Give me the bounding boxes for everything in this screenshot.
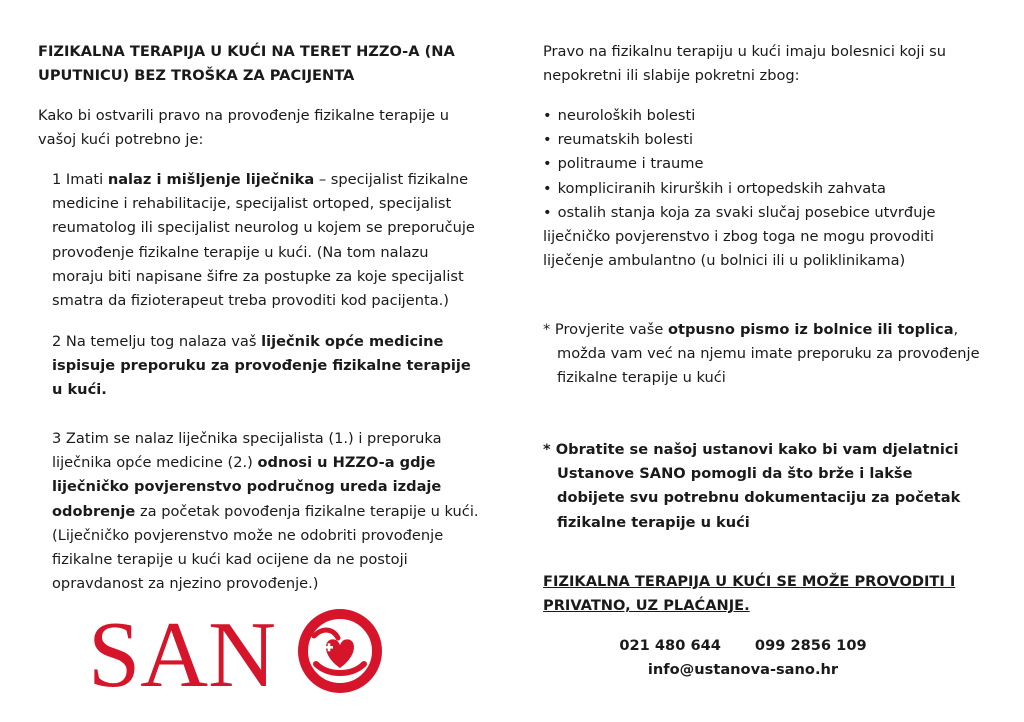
step-1 — [52, 168, 484, 313]
step-2-pre: 2 Na temelju tog nalaza vaš — [52, 333, 262, 350]
sano-logo-text: SAN — [88, 606, 277, 696]
step-1-post: – specijalist fizikalne medicine i rehabilitacije, specijalist ortoped, specijalist reumatolog ili specijalist neurolog u kojem se preporučuje provođenje fizikalne terapije u kući. (Na tom nalazu moraju biti napisane šifre za postupke za koje specijalist smatra da fizioterapeut treba provoditi kod pacijenta.) — [52, 171, 475, 310]
list-item: • neuroloških bolesti — [543, 104, 973, 128]
step-2 — [52, 330, 472, 403]
sano-logo — [88, 606, 388, 696]
home-therapy-hzzo-title: FIZIKALNA TERAPIJA U KUĆI NA TERET HZZO-A (NA UPUTNICU) BEZ TROŠKA ZA PACIJENTA — [38, 43, 455, 85]
phone-numbers — [543, 634, 943, 658]
step-3-bold: odnosi u HZZO-a gdje liječničko povjerenstvo područnog ureda izdaje odobrenje — [52, 454, 442, 520]
heart-hands-icon — [303, 614, 377, 688]
step-1-bold: nalaz i mišljenje liječnika — [107, 171, 315, 188]
phone-2[interactable]: 099 2856 109 — [754, 637, 867, 654]
step-1-pre: 1 Imati — [52, 171, 108, 188]
step-3 — [52, 427, 492, 596]
step-3-post: za početak povođenja fizikalne terapije u kući. (Liječničko povjerenstvo može ne odobriti provođenje fizikalne terapije u kući kad ocijene da ne postoji opravdanost za njezino provođenje.) — [52, 502, 479, 593]
note-1-pre: * Provjerite vaše — [543, 321, 668, 338]
note-1-bold: otpusno pismo iz bolnice ili toplica — [667, 321, 954, 338]
private-therapy-notice: FIZIKALNA TERAPIJA U KUĆI SE MOŽE PROVODITI I PRIVATNO, UZ PLAĆANJE. — [543, 573, 956, 615]
list-item: • ostalih stanja koja za svaki slučaj posebice utvrđuje liječničko povjerenstvo i zbog toga ne mogu provoditi liječenje ambulantno (u bolnici ili u poliklinikama) — [543, 201, 973, 274]
eligibility-list — [543, 104, 973, 273]
eligibility-intro: Pravo na fizikalnu terapiju u kući imaju bolesnici koji su nepokretni ili slabije pokretni zbog: — [543, 43, 946, 85]
intro-text: Kako bi ostvarili pravo na provođenje fizikalne terapije u vašoj kući potrebno je: — [38, 107, 450, 149]
discharge-letter-note — [543, 318, 997, 391]
list-item: • reumatskih bolesti — [543, 128, 973, 152]
step-3-pre: 3 Zatim se nalaz liječnika specijalista (1.) i preporuka liječnika opće medicine (2.) — [52, 430, 442, 472]
step-2-bold: liječnik opće medicine ispisuje preporuku za provođenje fizikalne terapije u kući. — [52, 333, 471, 399]
list-item: • politraume i traume — [543, 152, 973, 176]
phone-1[interactable]: 021 480 644 — [619, 637, 721, 654]
contact-institution-note: * Obratite se našoj ustanovi kako bi vam djelatnici Ustanove SANO pomogli da što brže i lakše dobijete svu potrebnu dokumentaciju za početak fizikalne terapije u kući — [543, 441, 961, 531]
list-item: • kompliciranih kirurških i ortopedskih zahvata — [543, 177, 973, 201]
note-1-post: , možda vam već na njemu imate preporuku za provođenje fizikalne terapije u kući — [557, 321, 980, 387]
email-address[interactable]: info@ustanova-sano.hr — [647, 661, 839, 678]
